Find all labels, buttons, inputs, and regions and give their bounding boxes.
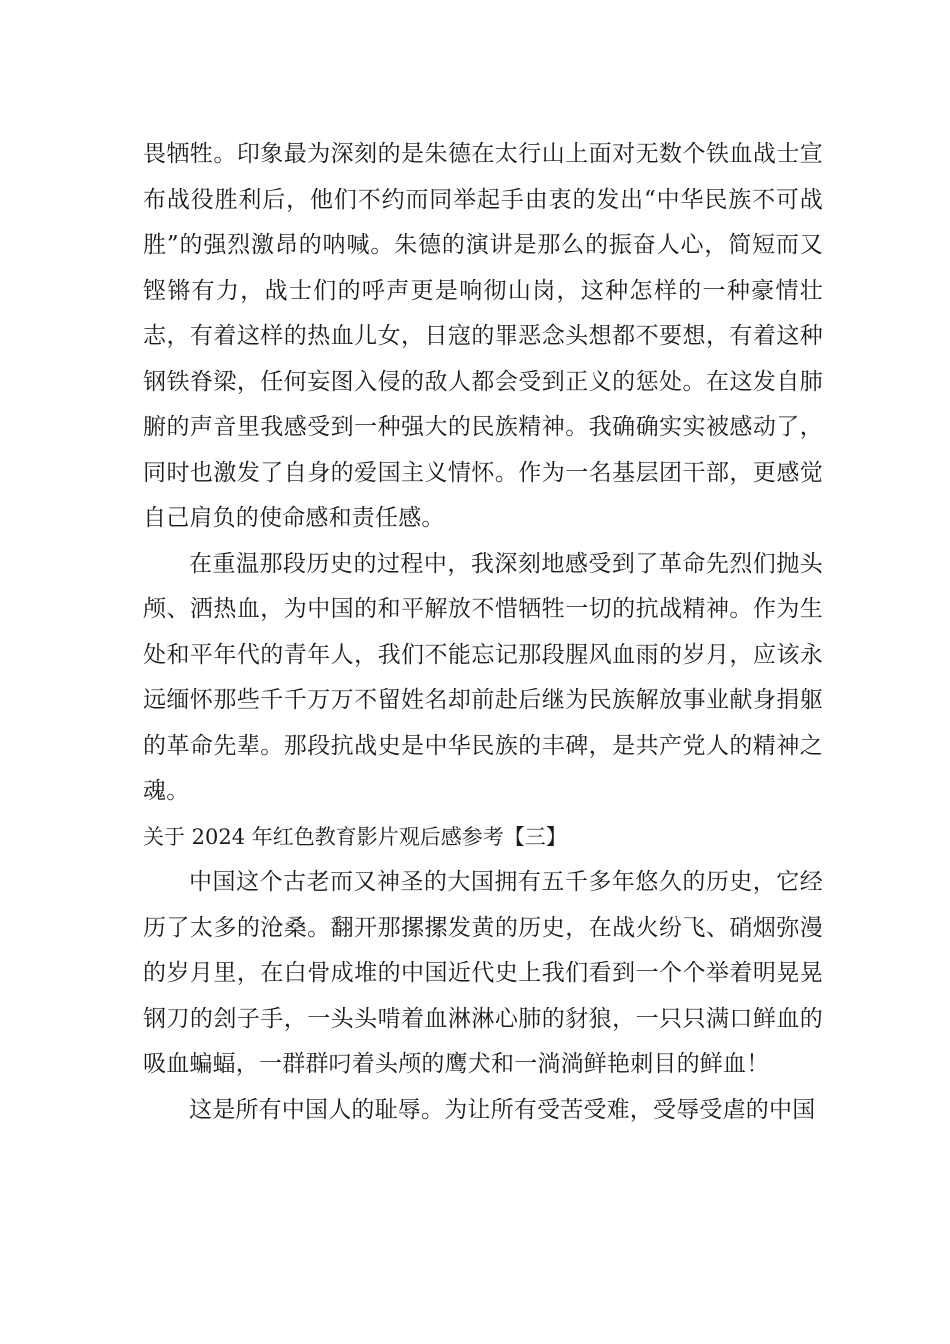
paragraph-history-reflection: 在重温那段历史的过程中，我深刻地感受到了革命先烈们抛头颅、洒热血，为中国的和平解放不惜牺牲一切的抗战精神。作为生处和平年代的青年人，我们不能忘记那段腥风血雨的岁月，应该永远缅怀那些千千万万不留姓名却前赴后继为民族解放事业献身捐躯的革命先辈。那段抗战史是中华民族的丰碑，是共产党人的精神之魂。 [143,550,823,804]
paragraph-national-shame: 这是所有中国人的耻辱。为让所有受苦受难，受辱受虐的中国 [189,1096,816,1123]
document-page [143,132,823,1133]
paragraph-china-history: 中国这个古老而又神圣的大国拥有五千多年悠久的历史，它经历了太多的沧桑。翻开那摞摞发黄的历史，在战火纷飞、硝烟弥漫的岁月里，在白骨成堆的中国近代史上我们看到一个个举着明晃晃钢刀的刽子手，一头头啃着血淋淋心肺的豺狼，一只只满口鲜血的吸血蝙蝠，一群群叼着头颅的鹰犬和一淌淌鲜艳刺目的鲜血！ [143,869,823,1077]
section-heading: 关于 2024 年红色教育影片观后感参考【三】 [143,824,567,849]
paragraph-continuation: 畏牺牲。印象最为深刻的是朱德在太行山上面对无数个铁血战士宣布战役胜利后，他们不约而同举起手由衷的发出“中华民族不可战胜”的强烈激昂的呐喊。朱德的演讲是那么的振奋人心，简短而又铿锵有力，战士们的呼声更是响彻山岗，这种怎样的一种豪情壮志，有着这样的热血儿女，日寇的罪恶念头想都不要想，有着这种钢铁脊梁，任何妄图入侵的敌人都会受到正义的惩处。在这发自肺腑的声音里我感受到一种强大的民族精神。我确确实实被感动了，同时也激发了自身的爱国主义情怀。作为一名基层团干部，更感觉自己肩负的使命感和责任感。 [143,141,823,531]
